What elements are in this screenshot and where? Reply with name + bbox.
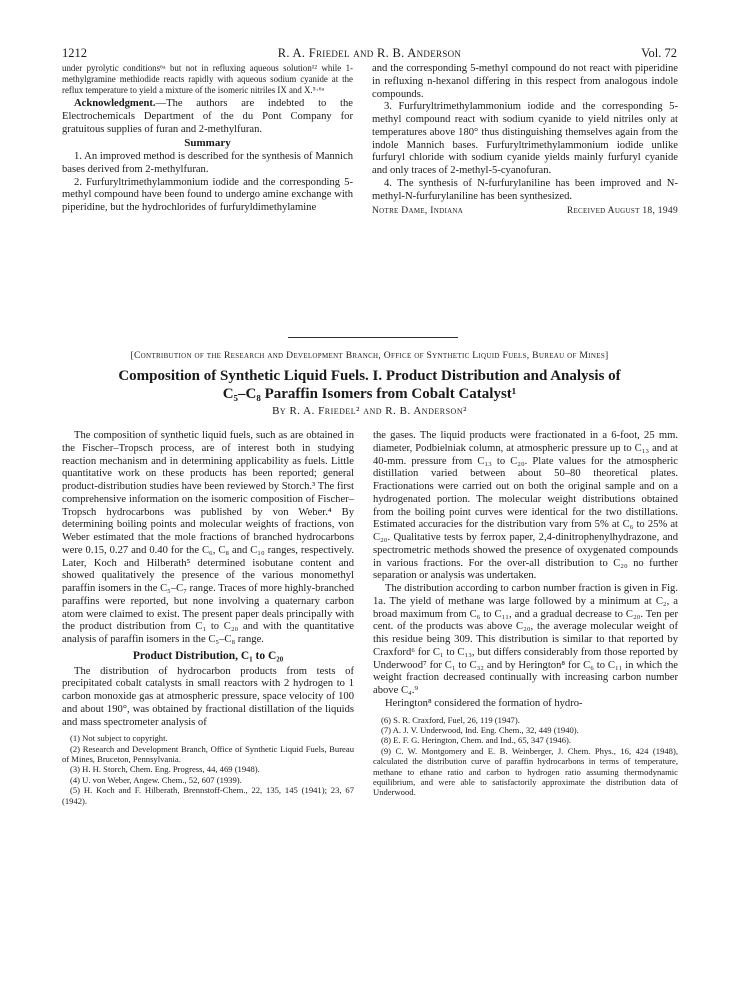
- summary-item-3: 3. Furfuryltrimethylammonium iodide and the corresponding 5-methyl compound react with sodium cyanide to yield nitriles only at temperatures above 180° thus distinguishing themselves again from the indole Mannich bases. Furfuryltrimethylammonium iodide unlike furfuryl chloride with sodium cyanide yields mainly furfuryl cyanide and only traces of 2-methyl-5-cyanofuran.: [372, 101, 678, 176]
- body-paragraph: the gases. The liquid products were fractionated in a 6-foot, 25 mm. diameter, Podbielniak column, at atmospheric pressure up to C₁₃ and at 40-mm. pressure from C₁₃ to C₂₀. Plate values for the atmospheric distillation varied between about 50–80 theoretical plates. Fractionations were carried out on both the original sample and on a hydrogenated portion. The molecular weight distributions obtained from the boiling point curves were identical for the two distillations. Estimated accuracies for the distribution vary from 5% at C₆ to 25% at C₂₀. Qualitative tests by ferrox paper, 2,4-dinitrophenylhydrazone, and spectrometric methods showed the presence of oxygenated compounds in various fractions. For the over-all distribution to C₂₀ no further separation or analysis was undertaken.: [373, 430, 678, 582]
- section-divider: [288, 337, 458, 338]
- footnote: (2) Research and Development Branch, Office of Synthetic Liquid Fuels, Bureau of Mines, Bruceton, Pennsylvania.: [62, 743, 354, 765]
- acknowledgment-lead: Acknowledgment.: [74, 98, 156, 109]
- contribution-note: [Contribution of the Research and Development Branch, Office of Synthetic Liquid Fuels, Bureau of Mines]: [130, 350, 609, 361]
- running-title: R. A. Friedel and R. B. Anderson: [277, 46, 462, 60]
- summary-item-4: 4. The synthesis of N-furfurylaniline has been improved and N-methyl-N-furfurylaniline has been synthesized.: [372, 177, 678, 202]
- footnote: (9) C. W. Montgomery and E. B. Weinberger, J. Chem. Phys., 16, 424 (1948), calculated the distribution curve of paraffin hydrocarbons in terms of temperature, methane to ethane ratio and carbon to hydrogen ratio assuming thermodynamic equilibrium, and were able to satisfactorily approximate the distribution data of Underwood.: [373, 745, 678, 798]
- footnote: (7) A. J. V. Underwood, Ind. Eng. Chem., 32, 449 (1940).: [381, 724, 579, 735]
- running-header: [62, 46, 677, 62]
- continuation-text: under pyrolytic conditions⁶ᵃ but not in refluxing aqueous solution¹² while 1-methylgramine methiodide reacts rapidly with aqueous sodium cyanide at the reflux temperature to yield a mixture of the isomeric nitriles IX and X.⁵·⁶ᵃ: [62, 63, 353, 95]
- acknowledgment-text: —The authors are indebted to the Electrochemicals Department of the du Pont Company for gratuitous supplies of furan and 2-methylfuran.: [62, 98, 353, 135]
- summary-item-1: 1. An improved method is described for the synthesis of Mannich bases derived from 2-methylfuran.: [62, 151, 353, 175]
- body-paragraph: The composition of synthetic liquid fuels, such as are obtained in the Fischer–Tropsch process, are of interest both in studying reaction mechanism and in determining applicability as fuels. Little quantitative work on these products has been reported; general product-distribution studies have been reviewed by Storch.³ The first comprehensive information on the isomeric composition of Fischer–Tropsch hydrocarbons was published by von Weber.⁴ By determining boiling points and molecular weights of fractions, von Weber estimated that the mole fractions of branched hydrocarbons were 0.15, 0.27 and 0.40 for the C₆, C₈ and C₁₀ ranges, respectively. Later, Koch and Hilberath⁵ determined isobutane content and showed qualitatively the presence of the various monomethyl paraffin isomers in the C₅–C₇ range. Traces of more highly-branched paraffins were reported, but none involving a quaternary carbon atom were claimed to exist. The present paper deals principally with the product distribution from C₁ to C₂₀ and with the quantitative analysis of paraffin isomers in the C₅–C₈ range.: [62, 430, 354, 645]
- byline: By R. A. Friedel² and R. B. Anderson²: [272, 405, 467, 417]
- top-left-column: [62, 63, 353, 215]
- footnote: (4) U. von Weber, Angew. Chem., 52, 607 (1939).: [70, 774, 242, 785]
- body-right-column: [373, 430, 678, 798]
- acknowledgment: [62, 98, 353, 136]
- location: Notre Dame, Indiana: [372, 206, 464, 217]
- section-heading: Product Distribution, C₁ to C₂₀: [132, 649, 284, 662]
- body-left-column: [62, 430, 354, 806]
- body-paragraph: The distribution of hydrocarbon products from tests of precipitated cobalt catalysts in small reactors with 2 hydrogen to 1 carbon monoxide gas at atmospheric pressure, space velocity of 100 and about 190°, was obtained by fractional distillation of the liquids and mass spectrometer analysis of: [62, 665, 354, 728]
- body-paragraph: The distribution according to carbon number fraction is given in Fig. 1a. The yield of methane was large followed by a minimum at C₂, a broad maximum from C₆ to C₁₁, and a gradual decrease to C₂₀. Ten per cent. of the products was above C₂₀, the average molecular weight of this residue being 309. This distribution is similar to that reported by Craxford⁶ for C₁ to C₁₃, but differs considerably from those reported by Underwood⁷ for C₁ to C₃₂ and by Herington⁸ for C₆ to C₁₁ in which the weight fraction decreased continually with increasing carbon number above C₄.⁹: [373, 583, 678, 696]
- footnote: (1) Not subject to copyright.: [70, 733, 168, 744]
- article-title: [62, 367, 677, 403]
- volume-label: Vol. 72: [641, 46, 677, 60]
- signature-line: [372, 205, 678, 218]
- received-date: Received August 18, 1949: [566, 206, 678, 217]
- article-title-line-2: C₅–C₈ Paraffin Isomers from Cobalt Catalyst¹: [222, 386, 517, 402]
- footnote: (3) H. H. Storch, Chem. Eng. Progress, 44, 469 (1948).: [70, 764, 260, 775]
- footnote: (8) E. F. G. Herington, Chem. and Ind., 65, 347 (1946).: [381, 735, 572, 746]
- body-paragraph: Herington⁸ considered the formation of hydro-: [385, 697, 583, 709]
- footnotes-left: [62, 733, 354, 806]
- article-title-line-1: Composition of Synthetic Liquid Fuels. I. Product Distribution and Analysis of: [118, 368, 621, 384]
- summary-continuation: and the corresponding 5-methyl compound do not react with piperidine in refluxing n-hexanol differing in this respect from analogous indole compounds.: [372, 63, 678, 100]
- footnote: (6) S. R. Craxford, Fuel, 26, 119 (1947).: [381, 714, 520, 725]
- page-number: 1212: [62, 46, 87, 60]
- top-right-column: [372, 63, 678, 218]
- summary-heading: Summary: [184, 137, 231, 150]
- footnote: (5) H. Koch and F. Hilberath, Brennstoff-Chem., 22, 135, 145 (1941); 23, 67 (1942).: [62, 785, 354, 806]
- footnotes-right: [373, 715, 678, 798]
- summary-item-2: 2. Furfuryltrimethylammonium iodide and the corresponding 5-methyl compound have been found to undergo amine exchange with piperidine, but the hydrochlorides of furfuryldimethylamine: [62, 176, 353, 213]
